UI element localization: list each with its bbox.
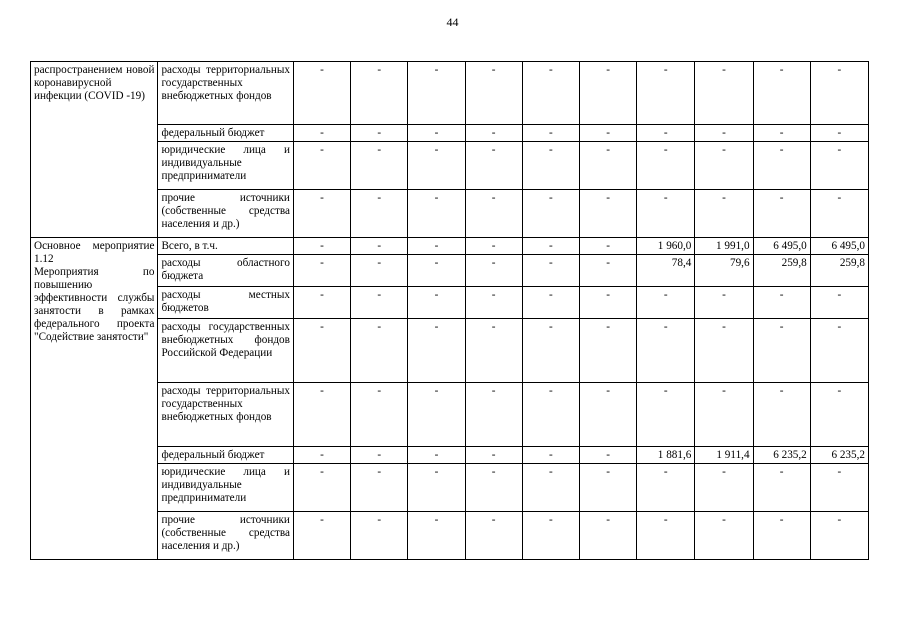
value-cell: - <box>465 464 522 512</box>
funding-source-cell: прочие источники (собственные средства населения и др.) <box>158 190 293 238</box>
value-cell: - <box>637 142 695 190</box>
value-cell: - <box>293 238 350 255</box>
value-cell: - <box>351 238 408 255</box>
table-row <box>31 238 869 255</box>
value-cell: - <box>810 62 868 125</box>
value-cell: - <box>810 125 868 142</box>
funding-source-cell: федеральный бюджет <box>158 125 293 142</box>
value-cell: - <box>810 383 868 447</box>
funding-source-cell: юридические лица и индивидуальные предприниматели <box>158 142 293 190</box>
value-cell: - <box>293 62 350 125</box>
value-cell: - <box>753 512 810 560</box>
funding-source-cell: расходы территориальных государственных внебюджетных фондов <box>158 383 293 447</box>
value-cell: 1 991,0 <box>695 238 753 255</box>
value-cell: - <box>522 255 579 287</box>
value-cell: - <box>522 190 579 238</box>
value-cell: - <box>465 238 522 255</box>
value-cell: - <box>579 287 636 319</box>
value-cell: - <box>695 190 753 238</box>
value-cell: - <box>465 287 522 319</box>
value-cell: - <box>579 464 636 512</box>
value-cell: - <box>293 255 350 287</box>
value-cell: - <box>695 287 753 319</box>
value-cell: - <box>351 447 408 464</box>
value-cell: - <box>522 62 579 125</box>
event-cell <box>31 238 158 560</box>
value-cell: - <box>408 142 465 190</box>
value-cell: - <box>753 383 810 447</box>
value-cell: - <box>408 238 465 255</box>
value-cell: - <box>351 287 408 319</box>
value-cell: 259,8 <box>753 255 810 287</box>
value-cell: - <box>753 125 810 142</box>
value-cell: - <box>408 512 465 560</box>
value-cell: - <box>465 383 522 447</box>
value-cell: - <box>293 319 350 383</box>
value-cell: - <box>579 383 636 447</box>
value-cell: - <box>579 447 636 464</box>
value-cell: - <box>351 190 408 238</box>
value-cell: - <box>522 383 579 447</box>
value-cell: - <box>522 512 579 560</box>
value-cell: - <box>293 125 350 142</box>
event-text: распространением новой коронавирусной инфекции (COVID -19) <box>34 64 155 102</box>
value-cell: 1 911,4 <box>695 447 753 464</box>
value-cell: - <box>522 319 579 383</box>
value-cell: - <box>753 190 810 238</box>
value-cell: - <box>293 512 350 560</box>
value-cell: - <box>579 62 636 125</box>
value-cell: 259,8 <box>810 255 868 287</box>
value-cell: 6 235,2 <box>753 447 810 464</box>
value-cell: - <box>810 142 868 190</box>
funding-source-cell: расходы местных бюджетов <box>158 287 293 319</box>
value-cell: - <box>465 319 522 383</box>
value-cell: - <box>695 383 753 447</box>
event-text: Основное мероприятие 1.12 <box>34 240 155 265</box>
value-cell: - <box>579 319 636 383</box>
value-cell: - <box>695 464 753 512</box>
value-cell: - <box>695 125 753 142</box>
value-cell: - <box>695 319 753 383</box>
value-cell: - <box>293 287 350 319</box>
value-cell: - <box>465 125 522 142</box>
value-cell: - <box>637 287 695 319</box>
value-cell: - <box>351 142 408 190</box>
value-cell: - <box>579 255 636 287</box>
value-cell: - <box>810 319 868 383</box>
funding-source-cell: федеральный бюджет <box>158 447 293 464</box>
value-cell: - <box>695 142 753 190</box>
value-cell: - <box>637 62 695 125</box>
value-cell: - <box>753 464 810 512</box>
funding-source-cell: Всего, в т.ч. <box>158 238 293 255</box>
value-cell: - <box>637 190 695 238</box>
funding-source-cell: прочие источники (собственные средства населения и др.) <box>158 512 293 560</box>
value-cell: - <box>351 512 408 560</box>
value-cell: 6 495,0 <box>753 238 810 255</box>
value-cell: - <box>351 125 408 142</box>
funding-source-cell: юридические лица и индивидуальные предприниматели <box>158 464 293 512</box>
value-cell: - <box>351 319 408 383</box>
page-number: 44 <box>446 15 459 29</box>
value-cell: - <box>522 238 579 255</box>
value-cell: - <box>753 62 810 125</box>
value-cell: 6 495,0 <box>810 238 868 255</box>
value-cell: - <box>465 512 522 560</box>
value-cell: - <box>408 125 465 142</box>
funding-source-cell: расходы областного бюджета <box>158 255 293 287</box>
value-cell: 6 235,2 <box>810 447 868 464</box>
value-cell: - <box>810 512 868 560</box>
value-cell: - <box>351 255 408 287</box>
value-cell: - <box>637 464 695 512</box>
value-cell: - <box>810 287 868 319</box>
value-cell: - <box>351 383 408 447</box>
value-cell: - <box>293 383 350 447</box>
value-cell: - <box>579 125 636 142</box>
value-cell: - <box>753 287 810 319</box>
value-cell: - <box>408 255 465 287</box>
value-cell: - <box>408 62 465 125</box>
value-cell: - <box>522 447 579 464</box>
value-cell: - <box>810 464 868 512</box>
value-cell: - <box>293 464 350 512</box>
value-cell: - <box>753 319 810 383</box>
value-cell: - <box>522 464 579 512</box>
value-cell: - <box>351 62 408 125</box>
value-cell: - <box>465 142 522 190</box>
value-cell: - <box>465 62 522 125</box>
value-cell: - <box>465 447 522 464</box>
value-cell: - <box>408 447 465 464</box>
value-cell: - <box>695 512 753 560</box>
value-cell: - <box>293 190 350 238</box>
value-cell: - <box>810 190 868 238</box>
value-cell: - <box>637 383 695 447</box>
value-cell: - <box>637 125 695 142</box>
value-cell: 1 960,0 <box>637 238 695 255</box>
value-cell: - <box>408 383 465 447</box>
value-cell: - <box>579 142 636 190</box>
value-cell: - <box>522 142 579 190</box>
value-cell: - <box>753 142 810 190</box>
value-cell: - <box>465 190 522 238</box>
value-cell: - <box>637 319 695 383</box>
value-cell: - <box>465 255 522 287</box>
value-cell: - <box>293 142 350 190</box>
value-cell: - <box>695 62 753 125</box>
value-cell: - <box>579 190 636 238</box>
table-row <box>31 62 869 125</box>
value-cell: - <box>579 238 636 255</box>
value-cell: - <box>579 512 636 560</box>
value-cell: - <box>408 190 465 238</box>
event-cell <box>31 62 158 238</box>
value-cell: - <box>522 125 579 142</box>
value-cell: - <box>408 287 465 319</box>
value-cell: 78,4 <box>637 255 695 287</box>
budget-table <box>30 61 869 560</box>
event-text: Мероприятия по повышению эффективности службы занятости в рамках федерального проекта "Содействие занятости" <box>34 266 155 343</box>
value-cell: - <box>522 287 579 319</box>
value-cell: 79,6 <box>695 255 753 287</box>
value-cell: - <box>351 464 408 512</box>
value-cell: - <box>637 512 695 560</box>
value-cell: - <box>408 464 465 512</box>
funding-source-cell: расходы территориальных государственных внебюджетных фондов <box>158 62 293 125</box>
funding-source-cell: расходы государственных внебюджетных фондов Российской Федерации <box>158 319 293 383</box>
value-cell: - <box>293 447 350 464</box>
value-cell: - <box>408 319 465 383</box>
value-cell: 1 881,6 <box>637 447 695 464</box>
